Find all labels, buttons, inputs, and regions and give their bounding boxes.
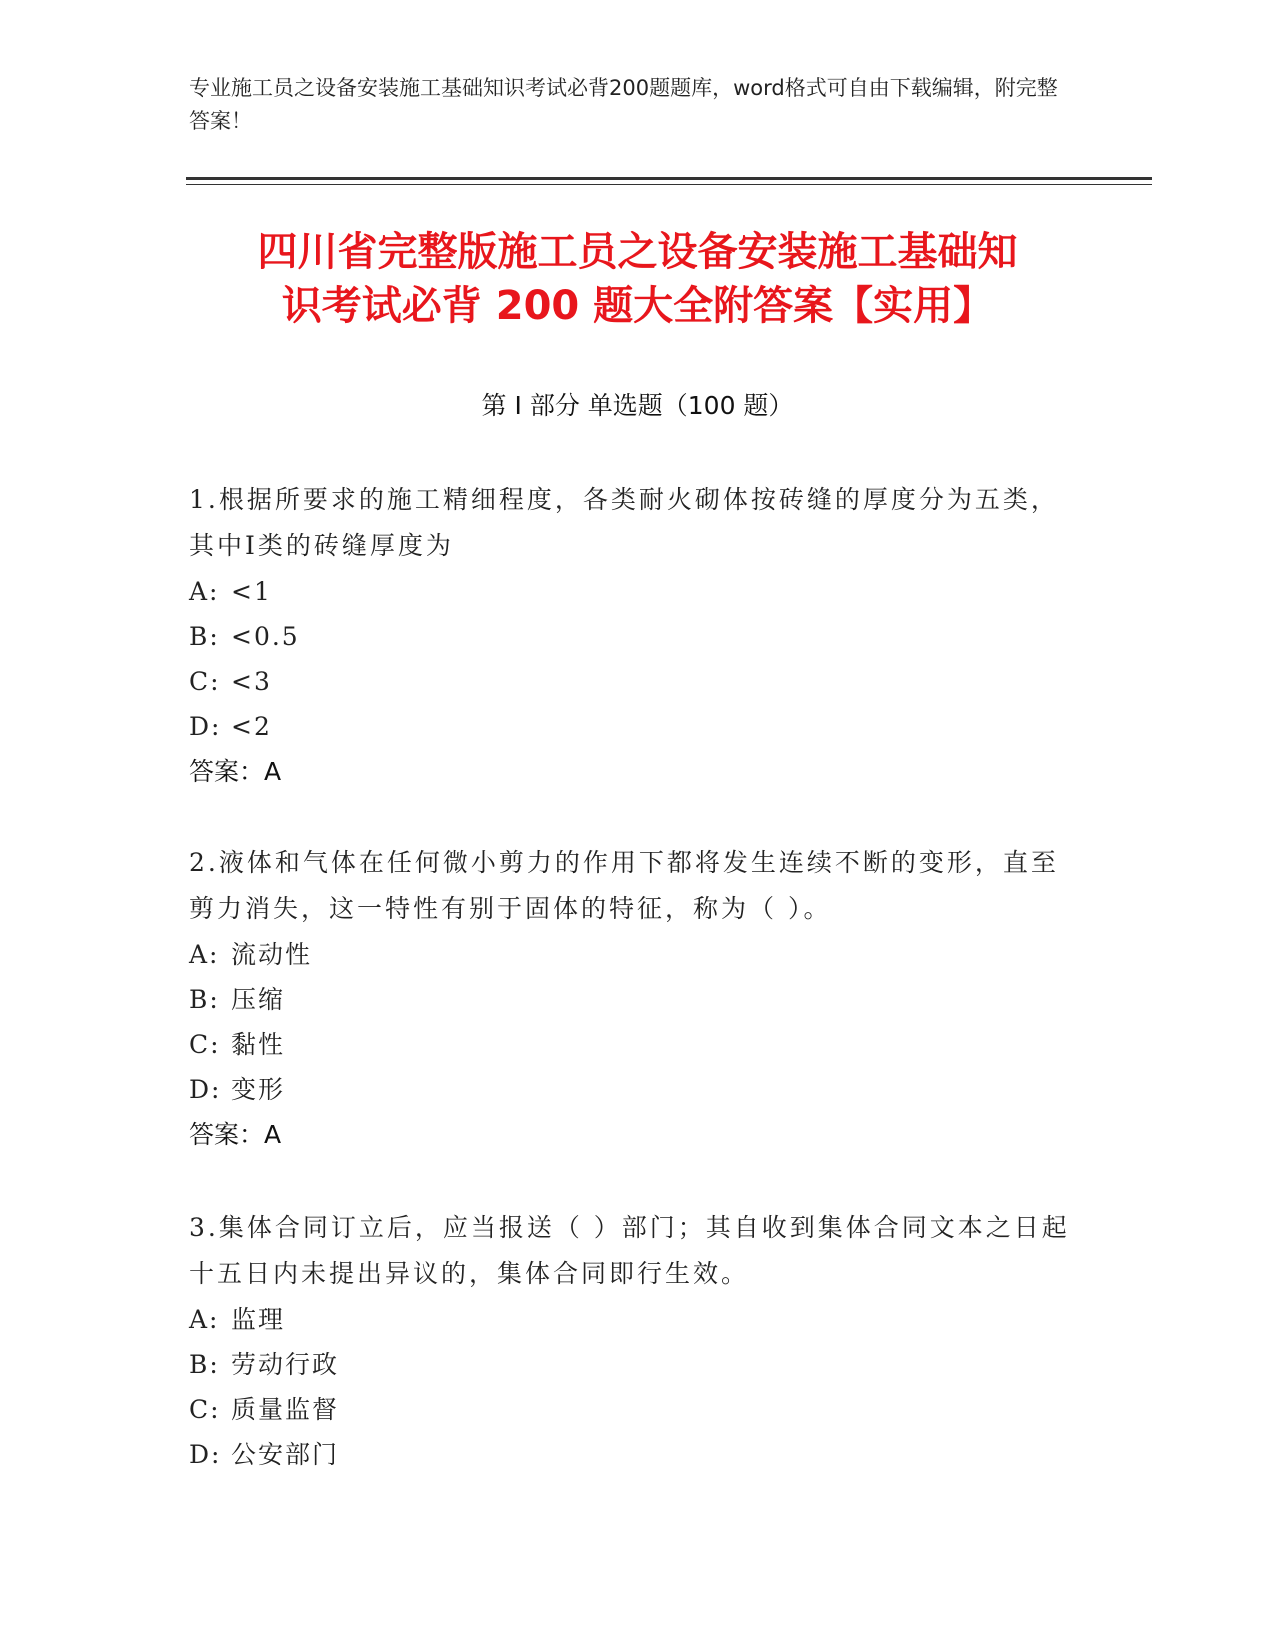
option-letter: A: (189, 940, 220, 969)
option-letter: C: (189, 1030, 221, 1059)
option-text: 监理 (231, 1305, 286, 1334)
option-c (189, 1387, 1079, 1432)
question-stem: 3.集体合同订立后，应当报送（ ）部门；其自收到集体合同文本之日起十五日内未提出异议的，集体合同即行生效。 (189, 1213, 1070, 1288)
option-a (189, 932, 1079, 977)
document-title-line-1: 四川省完整版施工员之设备安装施工基础知 (257, 229, 1018, 275)
question-3 (189, 1205, 1079, 1477)
document-title-line-2: 识考试必背 200 题大全附答案【实用】 (281, 283, 994, 329)
option-text: 黏性 (231, 1030, 286, 1059)
option-letter: D: (189, 1075, 222, 1104)
option-text: <2 (231, 712, 272, 741)
option-b (189, 614, 1079, 659)
option-text: 质量监督 (231, 1395, 340, 1424)
option-letter: A: (189, 577, 220, 606)
question-1 (189, 477, 1079, 794)
question-stem: 1.根据所要求的施工精细程度，各类耐火砌体按砖缝的厚度分为五类，其中Ⅰ类的砖缝厚度为 (189, 485, 1059, 560)
option-letter: C: (189, 667, 221, 696)
option-b (189, 977, 1079, 1022)
option-text: 压缩 (231, 985, 286, 1014)
option-d (189, 704, 1079, 749)
option-a (189, 569, 1079, 614)
question-stem: 2.液体和气体在任何微小剪力的作用下都将发生连续不断的变形，直至剪力消失，这一特性有别于固体的特征，称为（ ）。 (189, 848, 1059, 923)
option-letter: D: (189, 712, 222, 741)
answer: 答案：A (189, 757, 282, 786)
question-2 (189, 840, 1079, 1157)
option-text: 流动性 (231, 940, 313, 969)
option-text: 变形 (231, 1075, 286, 1104)
option-text: <0.5 (231, 622, 300, 651)
option-b (189, 1342, 1079, 1387)
option-d (189, 1067, 1079, 1112)
option-c (189, 659, 1079, 704)
option-text: 劳动行政 (231, 1350, 340, 1379)
header-note: 专业施工员之设备安装施工基础知识考试必背200题题库，word格式可自由下载编辑，附完整答案！ (189, 76, 1058, 133)
option-text: <1 (231, 577, 272, 606)
option-letter: B: (189, 622, 220, 651)
option-letter: C: (189, 1395, 221, 1424)
option-d (189, 1432, 1079, 1477)
option-letter: B: (189, 985, 220, 1014)
document-title (150, 225, 1125, 333)
option-letter: B: (189, 1350, 220, 1379)
header-divider-thick (186, 177, 1152, 180)
option-text: 公安部门 (231, 1440, 340, 1469)
option-c (189, 1022, 1079, 1067)
option-a (189, 1297, 1079, 1342)
header-divider-thin (186, 184, 1152, 185)
option-letter: A: (189, 1305, 220, 1334)
section-title: 第 I 部分 单选题（100 题） (481, 391, 794, 420)
option-text: <3 (231, 667, 272, 696)
option-letter: D: (189, 1440, 222, 1469)
answer: 答案：A (189, 1120, 282, 1149)
